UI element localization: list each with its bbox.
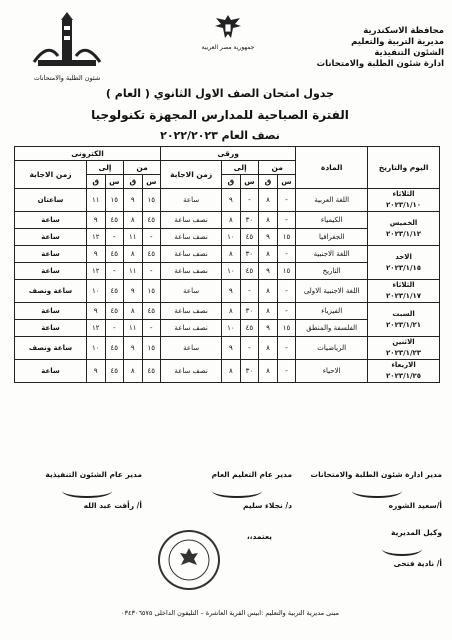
paper-time-cell: ٨: [222, 360, 241, 383]
schedule-body: [15, 189, 440, 383]
official-stamp: [158, 530, 220, 590]
header-line: ادارة شئون الطلبة والامتحانات: [316, 59, 444, 69]
electronic-time-cell: ٤٥: [142, 303, 161, 320]
electronic-time-cell: ٨: [124, 246, 143, 263]
paper-time-cell: -: [240, 189, 259, 212]
electronic-time-cell: -: [105, 320, 124, 337]
header-day-date: اليوم والتاريخ: [368, 147, 440, 189]
day-name: الاحد: [395, 252, 412, 261]
electronic-time-cell: ٤٥: [105, 246, 124, 263]
paper-time-cell: ٩: [259, 320, 278, 337]
electronic-time-cell: ١٥: [142, 280, 161, 303]
exam-date: ٢٠٢٣/١/١٢: [386, 229, 422, 238]
paper-time-cell: ٤٥: [240, 263, 259, 280]
day-name: الثلاثاء: [392, 190, 415, 198]
electronic-time-cell: ٩: [87, 212, 106, 229]
paper-time-cell: ١٠: [222, 320, 241, 337]
paper-time-cell: -: [277, 280, 296, 303]
header-electronic-from: من: [124, 161, 161, 175]
paper-time-cell: ٨: [259, 360, 278, 383]
signature-executive-affairs: [45, 470, 142, 510]
header-hour: س: [277, 175, 296, 189]
title-line-3: نصف العام ٢٠٢٢/٢٠٢٣: [160, 129, 280, 142]
electronic-time-cell: ٤٥: [105, 337, 124, 360]
header-paper-from: من: [259, 161, 296, 175]
electronic-time-cell: -: [105, 229, 124, 246]
logo-caption: شئون الطلبة والامتحانات: [33, 74, 101, 82]
day-date-cell: [368, 246, 440, 280]
day-date-cell: [368, 303, 440, 337]
electronic-answer-time-cell: ساعتان: [15, 189, 87, 212]
paper-answer-time-cell: نصف ساعة: [161, 320, 222, 337]
schedule-row: [15, 189, 440, 212]
electronic-time-cell: ٤٥: [105, 280, 124, 303]
paper-time-cell: ٣٠: [240, 360, 259, 383]
header-minute: ق: [222, 175, 241, 189]
electronic-time-cell: ١١: [124, 263, 143, 280]
paper-time-cell: ٩: [222, 189, 241, 212]
day-date-cell: [368, 212, 440, 246]
paper-time-cell: ٩: [222, 337, 241, 360]
electronic-time-cell: ٨: [124, 360, 143, 383]
electronic-answer-time-cell: ساعة: [15, 263, 87, 280]
paper-time-cell: ٨: [222, 303, 241, 320]
paper-time-cell: -: [277, 303, 296, 320]
signature-name: أ/ نادية فتحى: [393, 559, 442, 568]
exam-date: ٢٠٢٣/١/١٠: [386, 201, 422, 209]
signature-title: مدير ادارة شئون الطلبة والامتحانات: [310, 470, 442, 479]
electronic-time-cell: ٤٥: [142, 212, 161, 229]
header-hour: س: [240, 175, 259, 189]
paper-time-cell: -: [277, 360, 296, 383]
subject-cell: اللغة الاجنبية: [296, 246, 368, 263]
paper-time-cell: ٨: [222, 246, 241, 263]
paper-time-cell: ٨: [259, 212, 278, 229]
header-minute: ق: [87, 175, 106, 189]
paper-answer-time-cell: نصف ساعة: [161, 303, 222, 320]
document-titles: [60, 84, 380, 146]
eagle-emblem-icon: [210, 12, 246, 42]
electronic-time-cell: ١٠: [87, 337, 106, 360]
exam-date: ٢٠٢٣/١/١٥: [386, 263, 422, 272]
paper-time-cell: ٨: [259, 337, 278, 360]
signature-title: وكيل المديرية: [391, 528, 442, 537]
electronic-answer-time-cell: ساعة ونصف: [15, 337, 87, 360]
electronic-time-cell: ١١: [87, 189, 106, 212]
subject-cell: الرياضيات: [296, 337, 368, 360]
paper-time-cell: ٩: [259, 263, 278, 280]
electronic-time-cell: -: [142, 320, 161, 337]
electronic-time-cell: ٩: [87, 360, 106, 383]
handwritten-signature: [352, 484, 402, 498]
schedule-row: [15, 303, 440, 320]
exam-schedule-table: [14, 146, 440, 383]
signature-name: أ/ رأفت عبد الله: [83, 501, 142, 510]
paper-answer-time-cell: نصف ساعة: [161, 263, 222, 280]
subject-cell: الجغرافيا: [296, 229, 368, 246]
title-line-2: الفترة الصباحية للمدارس المجهزة تكنولوجيا: [91, 108, 349, 122]
paper-answer-time-cell: نصف ساعة: [161, 360, 222, 383]
electronic-time-cell: ١٠: [87, 280, 106, 303]
paper-time-cell: ٨: [259, 303, 278, 320]
electronic-time-cell: ١٢: [87, 229, 106, 246]
subject-cell: اللغة الاجنبية الاولى: [296, 280, 368, 303]
paper-answer-time-cell: نصف ساعة: [161, 246, 222, 263]
approval-text: يعتمد،،: [246, 532, 272, 541]
day-name: الاربعاء: [391, 361, 416, 369]
signature-name: د/ نجلاء سليم: [243, 501, 292, 510]
electronic-time-cell: ٤٥: [142, 246, 161, 263]
signature-name: أ/سعيد الشوره: [388, 501, 442, 510]
day-name: الاثنين: [392, 338, 415, 346]
exam-date: ٢٠٢٣/١/٢٣: [386, 349, 422, 357]
electronic-time-cell: -: [142, 229, 161, 246]
department-logo: [28, 12, 106, 84]
paper-time-cell: ٤٥: [240, 229, 259, 246]
tower-logo-icon: [28, 12, 106, 72]
exam-date: ٢٠٢٣/١/٢٥: [386, 372, 422, 380]
paper-time-cell: ٨: [222, 212, 241, 229]
electronic-time-cell: ٤٥: [142, 360, 161, 383]
subject-cell: اللغة العربية: [296, 189, 368, 212]
electronic-time-cell: ٨: [124, 303, 143, 320]
signature-deputy: [391, 528, 442, 568]
header-electronic: الكترونى: [15, 147, 161, 161]
day-name: الخميس: [389, 218, 418, 227]
paper-time-cell: ٣٠: [240, 212, 259, 229]
header-hour: س: [105, 175, 124, 189]
electronic-answer-time-cell: ساعة ونصف: [15, 280, 87, 303]
paper-answer-time-cell: ساعة: [161, 280, 222, 303]
paper-answer-time-cell: نصف ساعة: [161, 212, 222, 229]
signature-general-education: [212, 470, 292, 510]
electronic-time-cell: ١٥: [142, 189, 161, 212]
subject-cell: الفلسفة والمنطق: [296, 320, 368, 337]
electronic-time-cell: ٤٥: [105, 360, 124, 383]
electronic-answer-time-cell: ساعة: [15, 303, 87, 320]
header-hour: س: [142, 175, 161, 189]
exam-date: ٢٠٢٣/١/١٧: [386, 292, 422, 300]
handwritten-signature: [62, 484, 112, 498]
electronic-time-cell: ١٢: [87, 320, 106, 337]
schedule-row: [15, 246, 440, 263]
paper-time-cell: ١٥: [277, 263, 296, 280]
day-name: السبت: [392, 309, 415, 318]
electronic-time-cell: ٩: [124, 189, 143, 212]
day-name: الثلاثاء: [392, 281, 415, 289]
ministry-header: [294, 26, 444, 70]
electronic-time-cell: ٤٥: [105, 303, 124, 320]
electronic-time-cell: ٩: [87, 246, 106, 263]
schedule-row: [15, 360, 440, 383]
electronic-answer-time-cell: ساعة: [15, 229, 87, 246]
header-paper: ورقى: [161, 147, 296, 161]
schedule-row: [15, 280, 440, 303]
header-minute: ق: [124, 175, 143, 189]
paper-time-cell: -: [277, 246, 296, 263]
paper-time-cell: -: [240, 280, 259, 303]
header-electronic-answer-time: زمن الاجابة: [15, 161, 87, 189]
electronic-answer-time-cell: ساعة: [15, 212, 87, 229]
schedule-row: [15, 212, 440, 229]
subject-cell: الكيمياء: [296, 212, 368, 229]
paper-time-cell: ٨: [259, 189, 278, 212]
electronic-time-cell: ٤٥: [105, 212, 124, 229]
subject-cell: الفيزياء: [296, 303, 368, 320]
electronic-answer-time-cell: ساعة: [15, 360, 87, 383]
electronic-time-cell: -: [105, 263, 124, 280]
paper-time-cell: -: [277, 212, 296, 229]
exam-date: ٢٠٢٣/١/٢١: [386, 320, 422, 329]
paper-time-cell: ٩: [259, 229, 278, 246]
electronic-time-cell: ١١: [124, 320, 143, 337]
electronic-time-cell: ١٢: [87, 263, 106, 280]
day-date-cell: [368, 360, 440, 383]
paper-time-cell: ٣٠: [240, 246, 259, 263]
paper-time-cell: ١٥: [277, 229, 296, 246]
paper-time-cell: ١٠: [222, 263, 241, 280]
footer-address: مبنى مديرية التربية والتعليم :ابيس القرية العاشرة – التليفون الداخلى ٠٣٤٣٠٦٥٧٥: [120, 609, 339, 617]
paper-time-cell: ٣٠: [240, 303, 259, 320]
header-paper-to: إلى: [222, 161, 259, 175]
handwritten-signature: [382, 542, 422, 556]
paper-time-cell: ٨: [259, 280, 278, 303]
paper-time-cell: -: [240, 337, 259, 360]
paper-time-cell: ٨: [259, 246, 278, 263]
header-line: محافظة الاسكندرية: [363, 26, 444, 36]
paper-time-cell: -: [277, 189, 296, 212]
title-line-1: جدول امتحان الصف الاول الثانوي ( العام ): [105, 87, 335, 100]
paper-answer-time-cell: ساعة: [161, 189, 222, 212]
header-minute: ق: [259, 175, 278, 189]
paper-time-cell: ٩: [222, 280, 241, 303]
day-date-cell: [368, 189, 440, 212]
paper-answer-time-cell: نصف ساعة: [161, 229, 222, 246]
national-emblem: [196, 12, 260, 51]
paper-answer-time-cell: ساعة: [161, 337, 222, 360]
electronic-answer-time-cell: ساعة: [15, 320, 87, 337]
signature-title: مدير عام التعليم العام: [211, 470, 292, 479]
paper-time-cell: ١٠: [222, 229, 241, 246]
handwritten-signature: [212, 484, 262, 498]
header-paper-answer-time: زمن الاجابة: [161, 161, 222, 189]
paper-time-cell: -: [277, 337, 296, 360]
header-subject: المادة: [296, 147, 368, 189]
electronic-time-cell: ٩: [124, 337, 143, 360]
header-electronic-to: إلى: [87, 161, 124, 175]
subject-cell: الاحياء: [296, 360, 368, 383]
stamp-seal-icon: [160, 532, 218, 588]
electronic-time-cell: ٨: [124, 212, 143, 229]
day-date-cell: [368, 337, 440, 360]
emblem-caption: جمهورية مصر العربية: [201, 44, 255, 51]
electronic-time-cell: ٩: [124, 280, 143, 303]
header-line: الشئون التنفيذية: [374, 48, 444, 58]
electronic-time-cell: ١٥: [142, 337, 161, 360]
schedule-row: [15, 337, 440, 360]
electronic-time-cell: ٩: [87, 303, 106, 320]
electronic-time-cell: ١٥: [105, 189, 124, 212]
electronic-time-cell: -: [142, 263, 161, 280]
signature-title: مدير عام الشئون التنفيذية: [45, 470, 142, 479]
subject-cell: التاريخ: [296, 263, 368, 280]
electronic-time-cell: ١١: [124, 229, 143, 246]
signature-students-affairs: [311, 470, 442, 510]
header-line: مديرية التربية والتعليم: [351, 37, 444, 47]
paper-time-cell: ١٥: [277, 320, 296, 337]
paper-time-cell: ٤٥: [240, 320, 259, 337]
day-date-cell: [368, 280, 440, 303]
electronic-answer-time-cell: ساعة: [15, 246, 87, 263]
